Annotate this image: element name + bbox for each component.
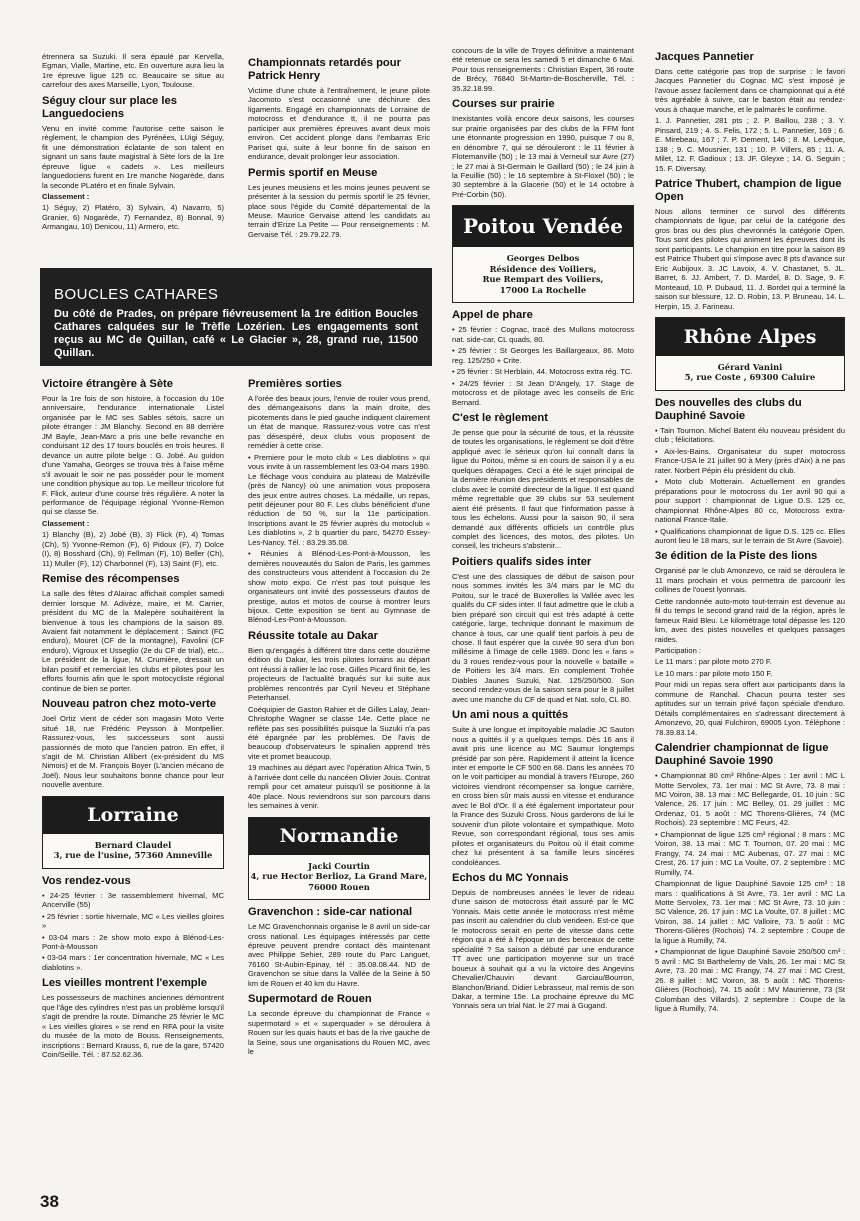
article-heading: Vos rendez-vous bbox=[42, 874, 131, 887]
region-contact bbox=[453, 247, 633, 302]
article-heading: Victoire étrangère à Sète bbox=[42, 378, 173, 390]
article-heading: Les vieilles montrent l'exemple bbox=[42, 977, 207, 990]
article-paragraph: Coéquipier de Gaston Rahier et de Gilles Lalay, Jean-Christophe Wagner se classe 14e. Cette place ne reflète pas ses possibilités puisque la Suzuki n'a pas été épargnée par les problèmes. De l'avis de beaucoup d'observateurs le spinalien apprend très vite et promet beaucoup. bbox=[248, 704, 430, 761]
article-paragraph: Dans cette catégorie pas trop de surprise : le favori Jacques Pannetier du Cognac MC s'est imposé je l'avoue assez facilement dans ce championnat qui a été très agréable à suivre, car le baston était au rendez-vous à chaque manche, et le palmarès le confirme. bbox=[655, 67, 845, 114]
article-paragraph: Inexistantes voilà encore deux saisons, les courses sur prairie organisées par des clubs de la FFM font une étonnante progression en 1990, puisque 7 ou 8, en dénombre 7, qui se dérouleront : le 11 février à Flotemanville (50) ; le 13 mai à Verneuil sur Avre (27) ; le 27 mai à St-Germain le Gaillard (50) ; le 24 juin à la Feuillie (50) ; le 16 septembre à St-Floxel (50) ; le 30 septembre à la Glacerie (50) et le 14 octobre à Pré-Corbin (50). bbox=[452, 114, 634, 199]
column-4 bbox=[655, 46, 845, 1015]
article-paragraph: Je pense que pour la sécurité de tous, et la réussite de toutes les organisations, le règlement se doit d'être appliqué avec le sérieux qu'on lui connaît dans la ligue du Poitou, même si en cours de saison il y a eu quelques dérapages. Ceci a été le sujet principal de la dernière réunion des présidents et responsables de clubs avec le comité directeur de la ligue. Il est quand même regrettable que 39 clubs sur 53 seulement aient été présents. Il faut que l'information passe à tous les échelons. Aussi pour la saison 90, il sera demandé aux différents officiels un contrôle plus complet des licences, des motos, des pilotes. Un conseil, les tricheurs s'abstenir... bbox=[452, 427, 634, 551]
article-paragraph: Victime d'une chute à l'entraînement, le jeune pilote Jacomoto s'est occasionné une déchirure des ligaments. Engagé en championnats de Lorraine de motocross et d'endurance tt, il ne pourra pas participer aux premières épreuves avant deux mois environ. Cet accident plonge dans l'embarras Eric Pariset qui, suite à leur bonne fin de saison en endurance, devait prolonger leur association. bbox=[248, 86, 430, 162]
region-title: Normandie bbox=[249, 818, 429, 855]
article-heading: Remise des récompenses bbox=[42, 573, 180, 586]
column-2-mid bbox=[248, 378, 430, 811]
article-paragraph: concours de la ville de Troyes définitive a maintenant été retenue ce sera les samedi 5 et dimanche 6 Mai. Pour tous renseignements : Christian Expert, 36 route de Brécy, 76840 St-Martin-de-Boscherville, Tél. : 35.32.18.99. bbox=[452, 46, 634, 93]
column-1-top bbox=[42, 52, 224, 234]
article-heading: Gravenchon : side-car national bbox=[248, 906, 413, 919]
article-paragraph: • Qualifications championnat de ligue D.S. 125 cc. Elles auront lieu le 18 mars, sur le terrain de St Avre (Savoie). bbox=[655, 526, 845, 545]
region-box-rhone-alpes bbox=[655, 317, 845, 391]
column-4-mid bbox=[655, 397, 845, 1013]
article-paragraph: Suite à une longue et impitoyable maladie JC Sauton nous a quittés il y a quelques temps. Dès 16 ans il avait pris une licence au MC Saumur longtemps présidé par son père. Rapidement il atteint la licence inter et emporte le CF 500 en 68. Dans les années 70 on le voit participer au mondial à travers l'Europe, 260 victoires viendront récompenser sa longue carrière, en cross bien sûr mais aussi en vitesse et endurance avec le Bol d'Or. Il a été également importateur pour la France des Suzuki Cross. Nous garderons de lui le souvenir d'un pilote volontaire et sympathique. Moto Revue, son correspondant régional, tous ses amis pilotes et organisateurs du Poitou où il était comme chez lui présentent à sa famille leurs sincères condoléances. bbox=[452, 725, 634, 867]
article-paragraph: • Réunies à Blénod-Les-Pont-à-Mousson, les dernières nouveautés du Salon de Paris, les gammes des constructeurs vous attendent à l'occasion du 2e show moto expo. Ce n'est pas tout puisque les organisateurs ont invité des possesseurs d'autos de prestige, autos et motos de course à montrer leurs bijoux. Cette exposition se tient au Gymnase de Blénod-Les-Pont-à-Mousson. bbox=[248, 549, 430, 625]
article-paragraph: • Championnat de ligue 125 cm³ régional : 8 mars : MC Voiron, 38. 13 mai : MC T. Tournon, 07. 20 mai : MC Frangy, 74. 24 mai : MC Aubenas, 07. 27 mai : MC Crest, 26. 17 juin : MC La Voulte, 07. 2 septembre : MC Rumilly, 74. bbox=[655, 829, 845, 877]
contact-address: 3, rue de l'usine, 57360 Amneville bbox=[53, 850, 213, 861]
article-heading: Permis sportif en Meuse bbox=[248, 166, 378, 179]
article-heading: Poitiers qualifs sides inter bbox=[452, 555, 592, 568]
column-3 bbox=[452, 46, 634, 1013]
article-paragraph: • Premiere pour le moto club « Les diablotins » qui vous invite à un rassemblement les 03-04 mars 1990. Le fléchage vous conduira au plateau de Malzéville (près de Nancy) où une animation vous proposera des jeux entre autres choses. La médaille, un repas, petit déjeuner pour 80 F. Les clubs bénéficient d'une réduction de 50 %, sur la 11e participation. Inscriptions avant le 25 février auprès du motoclub « Les diablotins », 2 b quartier du parc, 54270 Essey-Les-Nancy. Tél. : 83.29.35.08. bbox=[248, 452, 430, 547]
region-box-lorraine bbox=[42, 796, 224, 869]
article-paragraph: 1) Blanchy (B), 2) Jobé (B), 3) Flick (F), 4) Tomas (Ch), 5) Yvonne-Remon (F), 6) Pidoux (F), 7) Dolce (I), 8) Bosshard (Ch), 9) Fellman (F), 10) Beller (Ch), 11) Muller (F), 12) Charbonnel (F), 13) Saint (F), etc. bbox=[42, 530, 224, 568]
region-box-normandie bbox=[248, 817, 430, 901]
column-4-top bbox=[655, 51, 845, 311]
article-paragraph: • 25 février : sortie hivernale, MC « Les vieilles gloires » bbox=[42, 911, 224, 931]
column-2-bottom bbox=[248, 906, 430, 1056]
article-paragraph: • 24-25 février : 3e rassemblement hivernal, MC Ancerville (55) bbox=[42, 890, 224, 910]
article-paragraph: La salle des fêtes d'Alairac affichait complet samedi dernier lorsque M. Adivèze, maire, et M. Carrier, président du MC de la Malepère souhaitèrent la bienvenue à tous les champions de la saison 89. Avaient fait notamment le déplacement : Sainct (FC enduro), Mouret (CF de la montagne), Favolini (CF enduro), Vigroux et Usseglio (2e du CF de trial), etc... Le président de la ligue, M. Crumière, dressait un bilan positif et remerciait les clubs et pilotes pour les efforts fournis afin que le sport motocycliste régional continue de bien se porter. bbox=[42, 589, 224, 693]
contact-city: 76000 Rouen bbox=[308, 881, 370, 892]
article-heading: Jacques Pannetier bbox=[655, 51, 754, 63]
region-title: Poitou Vendée bbox=[453, 206, 633, 247]
article-paragraph: • 25 février : St Herblain, 44. Motocross extra rég. TC. bbox=[452, 367, 633, 377]
column-1 bbox=[42, 373, 224, 1062]
banner-body: Du côté de Prades, on prépare fiévreusement la 1re édition Boucles Cathares calquées sur le Trèfle Lozérien. Les engagements sont reçus au MC de Quillan, café « Le Glacier », 28, grand rue, 11500 Quillan. bbox=[54, 308, 418, 359]
article-paragraph: • 25 février : St Georges les Baillargeaux, 86. Moto reg. 125/250 + Crite. bbox=[452, 346, 634, 365]
article-paragraph: Nous allons terminer ce survol des différents championnats de ligue, par celui de la catégorie des gros bras ou des plus chevronnés la catégorie Open. Tous sont des pilotes qui animent les épreuves dont ils sont participants. Le champion en titre pour la saison 89 est Patrice Thubert qui s'impose avec 8 pts d'avance sur Eric Aubijoux. 3. JC Lavoix, 4. V. Chastanet, 5. JL. Barret, 6. JJ. Ambert, 7. D. Mardel, 8. D. Sage, 9. F. Monteaud, 10. P. Dubaud, 11. J. Bordet qui a terminé la saison sur blessure, 12. D. Robin, 13. P. Bruneau, 14. L. Herpin, 15. J. Farineau. bbox=[655, 206, 845, 311]
article-heading: C'est le règlement bbox=[452, 411, 548, 424]
article-heading: Patrice Thubert, champion de ligue Open bbox=[655, 177, 842, 203]
article-paragraph: Bien qu'engagés à différent titre dans cette douzième édition du Dakar, les trois pilotes lorrains au départ ont réussi à rallier le lac rose. Gilles Picard finit 6e, les projecteurs de l'actualité braqués sur lui suite aux problèmes rencontrés par Cyril Neveu et Stéphane Peterhansel. bbox=[248, 645, 430, 703]
article-heading: Un ami nous a quittés bbox=[452, 709, 569, 722]
article-heading: Réussite totale au Dakar bbox=[248, 629, 378, 642]
article-paragraph: • Tain Tournon. Michel Batent élu nouveau président du club ; félicitations. bbox=[655, 425, 845, 445]
article-heading: Echos du MC Yonnais bbox=[452, 872, 569, 884]
article-paragraph: Organisé par le club Amonzevo, ce raid se déroulera le 11 mars prochain et vous permettra de parcourir les collines de l'ouest lyonnais. bbox=[655, 566, 845, 595]
article-paragraph: • 03-04 mars : 1er concentration hivernale, MC « Les diablotins ». bbox=[42, 953, 224, 972]
column-1-bottom bbox=[42, 875, 224, 1060]
column-2-top bbox=[248, 52, 430, 241]
article-paragraph: Le MC Gravenchonnais organise le 8 avril un side-car cross national. Les équipages intéressés par cette épreuve peuvent prendre contact dès maintenant avec Philippe Sehier, 289 route du Parc Languet, 76160 St-Aubin-Epinay, tél : 35.08.08.44. ND de Gravenchon se situe dans la Vallée de la Seine à 50 km de Rouen et 40 km du Havre. bbox=[248, 922, 430, 988]
article-paragraph: A l'orée des beaux jours, l'envie de rouler vous prend, des démangeaisons dans la main droite, des picotements dans le pied gauche indiquent clairement un état de manque. Rassurez-vous votre cas n'est pas désespéré, deux clubs vous proposent de remédier à cette crise. bbox=[248, 394, 430, 451]
article-heading: Premières sorties bbox=[248, 378, 342, 390]
contact-address-line: Résidence des Voiliers, bbox=[489, 263, 597, 274]
column-1-mid bbox=[42, 378, 224, 790]
article-paragraph: • 03-04 mars : 2e show moto expo à Blénod-Les-Pont-à-Mousson bbox=[42, 932, 224, 952]
article-paragraph: Participation : bbox=[655, 646, 702, 656]
article-paragraph: • 25 février : Cognac, tracé des Mullons motocross nat. side-car, CL quads, 80. bbox=[452, 325, 634, 344]
article-heading: Séguy clour sur place les Languedociens bbox=[42, 94, 177, 120]
article-paragraph: Le 10 mars : par pilote moto 150 F. bbox=[655, 668, 773, 678]
column-2 bbox=[248, 373, 430, 1059]
contact-name: Gérard Vanini bbox=[717, 361, 783, 372]
article-paragraph: La seconde épreuve du championnat de France « supermotard » et « superquader » se déroulera à Rouen sur les quais hauts et bas de la rive gauche de la Seine, sous une organisations du Rouen MC, avec le bbox=[248, 1009, 430, 1057]
banner-title: BOUCLES CATHARES bbox=[54, 286, 219, 303]
article-paragraph: • 24/25 février : St Jean D'Angely, 17. Stage de motocross et de pilotage avec les conseils de Eric Bernard. bbox=[452, 378, 634, 407]
article-paragraph: Le 11 mars : par pilote moto 270 F. bbox=[655, 657, 772, 667]
region-title: Rhône Alpes bbox=[656, 318, 844, 356]
article-paragraph: Pour midi un repas sera offert aux participants dans la commune de Ranchal. Chacun pourra tester ses aptitudes sur un terrain privé façon spéciale d'enduro. Détails complémentaires en s'adressant directement à Amonzevo, 20, quai Fulchiron, 69005 Lyon. Téléphone : 78.39.83.14. bbox=[655, 680, 845, 737]
region-contact bbox=[43, 834, 223, 868]
contact-address-line: 4, rue Hector Berlioz, La Grand Mare, bbox=[250, 871, 428, 882]
contact-name: Jacki Courtin bbox=[308, 860, 370, 871]
region-contact bbox=[656, 356, 844, 390]
column-3-top bbox=[452, 46, 634, 199]
article-heading: Courses sur prairie bbox=[452, 98, 555, 111]
article-heading: Calendrier championnat de ligue Dauphiné Savoie 1990 bbox=[655, 742, 829, 768]
article-paragraph: Venu en invité comme l'autorise cette saison le règlement, le champion des Pyrénées, LUigi Séguy, fit une démonstration éclatante de son talent en signant un sans faute magistral à Sète lors de la 1re épreuve ligue « cadets ». Les meilleurs languedociens furent en 1re manche Nogarède, dans la seconde PLatéro et en finale Sylvain. bbox=[42, 123, 224, 190]
article-heading: 3e édition de la Piste des lions bbox=[655, 550, 818, 563]
article-paragraph: 1) Séguy, 2) Platéro, 3) Sylvain, 4) Navarro, 5) Granier, 6) Nogarède, 7) Fernandez, 8) Bonnal, 9) Armangau, 10) Denicou, 11) Armero, etc. bbox=[42, 203, 224, 232]
article-paragraph: Cette randonnée auto-moto tout-terrain est devenue au fil du temps le second grand raid de la région, après le fameux Raid Bleu. Le kilométrage total dépasse les 120 km, avec des pistes nouvelles et quelques passages raides. bbox=[655, 596, 845, 644]
contact-city: 17000 La Rochelle bbox=[499, 284, 587, 295]
article-paragraph: 1. J. Pannetier, 281 pts ; 2. P. Baillou, 238 ; 3. Y. Pinsard, 219 ; 4. S. Felis, 172 ; 5. L. Pannetier, 169 ; 6. E. Mirebeau, 167 ; 7. P. Dement, 146 ; 8. M. Levêque, 138 ; 9. C. Mousnier, 131 ; 10. P. Villers, 85 ; 11. A. Milet, 12. F. Gadioux ; 13. JF. Gleyxe ; 14. G. Seguin ; 15. F. Diversay. bbox=[655, 116, 845, 173]
article-paragraph: Les jeunes meusiens et les moins jeunes peuvent se présenter à la session du permis sportif le 25 février, place sous l'égide du Comité départemental de la Meuse. Maurice Gervaise attend les candidats au terrain d'Erize La Petite — Pour renseignements : M. Gervaise Tél. : 29.79.22.79. bbox=[248, 182, 430, 239]
region-contact bbox=[249, 855, 429, 900]
article-paragraph: 19 machines au départ avec l'opération Africa Twin, 5 à l'arrivée dont celle du nancéen Olivier Jouis. Contrat rempli pour cet amateur puisqu'il se positionne à la 40e place. Nous reviendrons sur son parcours dans les semaines à venir. bbox=[248, 763, 430, 811]
article-heading: Des nouvelles des clubs du Dauphiné Savoie bbox=[655, 396, 802, 422]
region-box-poitou-vendee bbox=[452, 205, 634, 303]
article-heading: Supermotard de Rouen bbox=[248, 993, 372, 1006]
contact-name: Bernard Claudel bbox=[94, 839, 172, 850]
article-heading: Championnats retardés pour Patrick Henry bbox=[248, 57, 401, 82]
article-heading: Nouveau patron chez moto-verte bbox=[42, 698, 217, 711]
classement-label: Classement : bbox=[42, 518, 90, 528]
article-paragraph: • Championnat de ligue Dauphiné Savoie 250/500 cm³ : 5 avril : MC St Barthelemy de Vals, 26. 1er mai : MC St Avre, 73. 20 mai : MC Frangy, 74. 27 mai : MC Crest, 26. 8 juillet : MC Voiron, 38. 5 août : MC Thorens-Glières (Rochois), 74. 15 août : MV Maurienne, 73 (St Colomban des Villards). 2 septembre : Coupe de la ligue à Rumilly, 74. bbox=[655, 947, 845, 1013]
classement-label: Classement : bbox=[42, 191, 90, 201]
article-paragraph: C'est une des classiques de début de saison pour nous sommes invités les 3/4 mars par le MC du Poitou, sur le tracé de Buxerolles la Vallée avec les qualifs du CF sides inter. Il faut admettre que le club a bien préparé son circuit qui est très adapté à cette catégorie, large, technique donnant le maximum de chance à tous, car une qualif tient parfois à peu de chose. Il faut espérer que la cuvée 90 sera d'un bon millésime à l'image de celle 1989. Donc les « fans » du 3 roues rendez-vous pour la nouvelle « bataille » de Poitiers les 3/4 mars. En complement Trohée Diables Jaunes Suzuki, Nat. 125/250/500. Son second rendez-vous de la saison sera pour le 8 juillet avec une manche du CF de quad et Nat. solo, CL 80. bbox=[452, 571, 634, 704]
article-paragraph: Joel Ortiz vient de céder son magasin Moto Verte situé 18, rue Frédéric Peysson à Montpellier. Rassurez-vous, les successeurs sont aussi passionnés de moto que l'ancien patron. En effet, il s'agit de M. Christian Allibert (ex-président du MS Nimois) et de M. François Boyer (L'ancien mécano de Joël). Nous leur souhaitons bonne chance pour leur nouvelle aventure. bbox=[42, 714, 224, 790]
article-paragraph: • Moto club Motterain. Actuellement en grandes préparations pour le motocross du 1er avril 90 qui a pour support : championnat de Ligue D.S. 125 cc, championnat Rhône-Alpes 80 cc, Motocross extra-national France-Italie. bbox=[655, 477, 845, 525]
contact-address: 5, rue Coste , 69300 Caluire bbox=[684, 372, 816, 383]
page-number: 38 bbox=[40, 1192, 59, 1211]
article-paragraph: Championnat de ligue Dauphiné Savoie 125 cm³ : 18 mars : qualifications à St Avre, 73. 1er avril : MC La Motte Servolex, 73. 1er mai : MC St Avre, 73. 10 juin : SC Valence, 26. 17 juin : MC La Voulte, 07. 8 juillet : MC Voiron, 38. 14 juillet : MC Valloire, 73. 5 août : MC Thorens-Glières (Rochois) 74. 2 septembre : Coupe de la ligue à Rumilly, 74. bbox=[655, 879, 845, 945]
article-paragraph: étrennera sa Suzuki. Il sera épaulé par Kervella, Egman, Vialle, Martine, etc. En ouverture aura lieu la 1re épreuve ligue 125 cc. Beaucaire se situe au carrefour des axes Marseille, Lyon, Toulouse. bbox=[42, 52, 224, 90]
column-3-mid bbox=[452, 309, 634, 1011]
contact-address-line: Rue Rempart des Voiliers, bbox=[482, 274, 604, 285]
contact-name: Georges Delbos bbox=[506, 253, 580, 264]
article-paragraph: Les possesseurs de machines anciennes démontrent que l'âge des cylindres n'est pas un problème lorsqu'il s'agit de prendre la route. Dimanche 25 février le MC « Les vieilles gloires » se rend en RFA pour la visite du musée de la moto de Bouss. Renseignements, inscriptions : Bernard Krauss, 6, rue de la gare, 57420 Coin/Seille. Tél. : 87.52.62.36. bbox=[42, 993, 224, 1060]
article-paragraph: Depuis de nombreuses années le lever de rideau d'une saison de motocross était assuré par le MC Yonnais. Mais cette année le motocross n'est même pas inscrit au calendrier du club vendeen. Est-ce que le motocross serait en perte de vitesse dans cette région qui a été à l'époque un des berceaux de cette spécialité ? Sa saison a débuté par une endurance TT avec une participation moyenne sur un tracé boueux à souhait qui a vu la victoire des Angevins Chevalier/Chauvin devant Garciau/Bourron, Blanchon/Briand. Didier Lebrasseur, mal remis de son Dakar, a termine 15e. La prochaine épreuve du MC Yonnais sera un trial Nat. le 27 mai à Gugand. bbox=[452, 888, 634, 1011]
article-heading: Appel de phare bbox=[452, 309, 533, 322]
region-title: Lorraine bbox=[43, 797, 223, 834]
article-paragraph: • Aix-les-Bains. Organisateur du super motocross France-USA le 21 juillet 90 à Mery (près d'Aix) à ne pas rater. Norbert Pépin élu président du club. bbox=[655, 446, 845, 475]
article-paragraph: • Championnat 80 cm³ Rhône-Alpes : 1er avril : MC L Motte Servolex, 73. 1er mai : MC St Avre, 73. 8 mai : MC Voiron, 38. 13 mai : MC Bellegarde, 01. 10 juin : SC Valence, 26. 17 juin : MC Belley, 01. 29 juillet : MC Ordenaz, 01. 5 août : MC Thorens-Glières, 74 (MC Rochois). 23 septembre : MC Feurs, 42. bbox=[655, 771, 845, 828]
article-paragraph: Pour la 1re fois de son histoire, à l'occasion du 10e anniversaire, l'endurance internationale Listel organisée par le MC ses Sables sétois, sacre un pilote étranger : JM Blanchy. Second en 88 derrière JM Bayle, Jean-Marc a pris une belle revanche en conduisant 12 des 17 tours bouclés en trois heures. Il devance un autre pilote belge : G. Jobé. Au guidon d'une Yamaha, Georges se trouva très à l'aise même s'il avouait le soir ne pas posséder pour le moment une condition physique au top. Le meilleur tricolore fut F. Flick, auteur d'une course très régulière. A noter la performance de l'équipage régional Yvonne-Remon qui se classe 5e. bbox=[42, 394, 224, 517]
boucles-cathares-banner bbox=[40, 268, 432, 366]
magazine-page bbox=[40, 0, 850, 1221]
